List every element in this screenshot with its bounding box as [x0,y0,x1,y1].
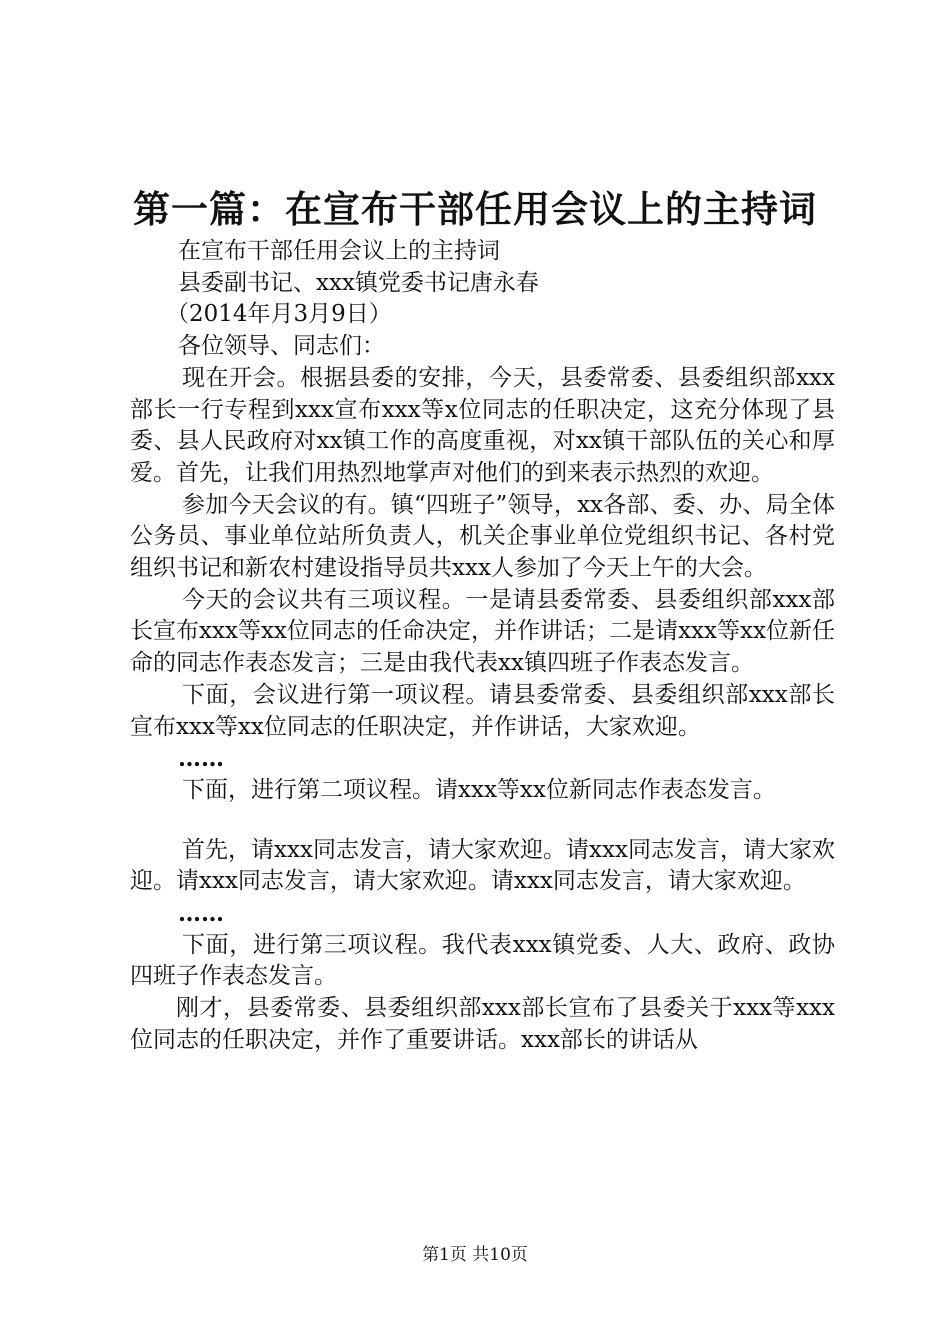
document-subtitle: 在宣布干部任用会议上的主持词 [178,238,500,264]
paragraph: 下面，进行第三项议程。我代表xxx镇党委、人大、政府、政协四班子作表态发言。 [130,931,835,990]
paragraph: 下面，会议进行第一项议程。请县委常委、县委组织部xxx部长宣布xxx等xx位同志的任职决定，并作讲话，大家欢迎。 [130,681,835,740]
document-title: 第一篇：在宣布干部任用会议上的主持词 [133,187,817,231]
paragraph: 下面，进行第二项议程。请xxx等xx位新同志作表态发言。 [182,776,776,803]
paragraph: 现在开会。根据县委的安排，今天，县委常委、县委组织部xxx部长一行专程到xxx宣布xxx等x位同志的任职决定，这充分体现了县委、县人民政府对xx镇工作的高度重视，对xx镇干部队伍的关心和厚爱。首先，让我们用热烈地掌声对他们的到来表示热烈的欢迎。 [130,364,835,486]
ellipsis: …… [178,745,224,773]
ellipsis: …… [178,900,224,928]
author-line: 县委副书记、xxx镇党委书记唐永春 [178,269,539,296]
paragraph: 今天的会议共有三项议程。一是请县委常委、县委组织部xxx部长宣布xxx等xx位同志的任命决定，并作讲话；二是请xxx等xx位新任命的同志作表态发言；三是由我代表xx镇四班子作表态发言。 [130,586,835,677]
page-footer: 第1页 共10页 [422,1245,528,1265]
paragraph: 刚才，县委常委、县委组织部xxx部长宣布了县委关于xxx等xxx位同志的任职决定，并作了重要讲话。xxx部长的讲话从 [130,995,835,1053]
salutation: 各位领导、同志们： [178,333,385,360]
paragraph: 首先，请xxx同志发言，请大家欢迎。请xxx同志发言，请大家欢迎。请xxx同志发言，请大家欢迎。请xxx同志发言，请大家欢迎。 [130,836,835,895]
paragraph: 参加今天会议的有。镇“四班子”领导，xx各部、委、办、局全体公务员、事业单位站所负责人，机关企事业单位党组织书记、各村党组织书记和新农村建设指导员共xxx人参加了今天上午的大会。 [130,491,835,582]
date-line: （2014年月3月9日） [166,301,392,328]
document-body [130,236,835,1057]
